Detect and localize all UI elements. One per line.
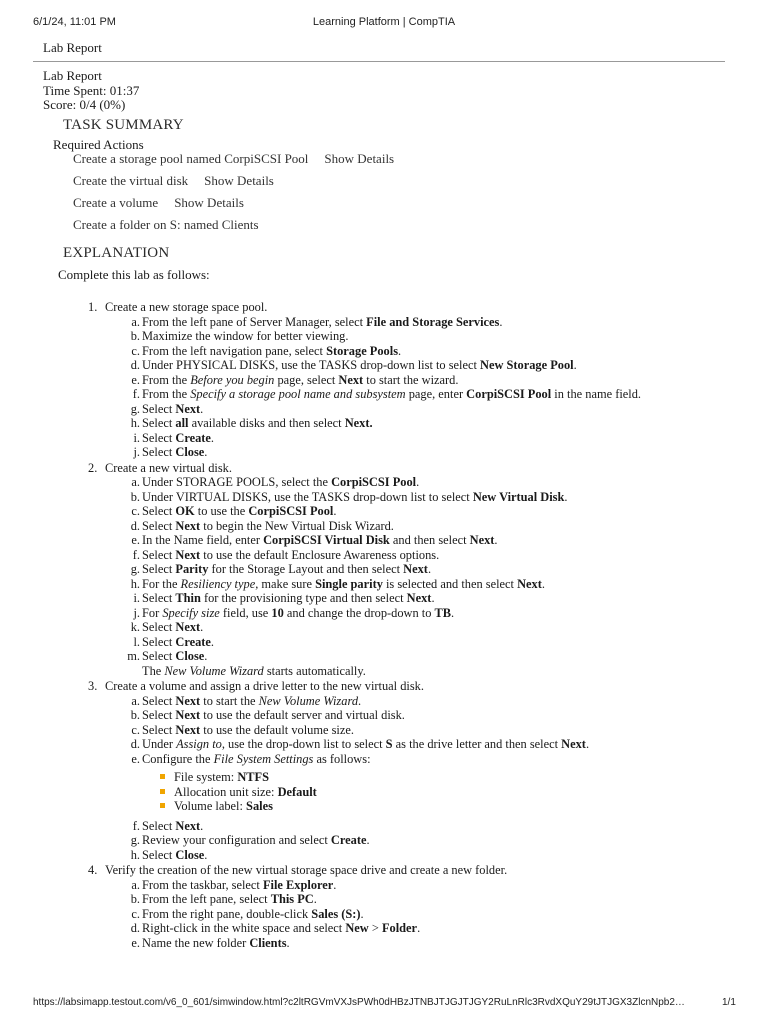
sub-step: h. Select Close. xyxy=(130,847,208,862)
sub-step: m. Select Close. xyxy=(127,649,208,663)
report-title: Lab Report xyxy=(43,68,102,83)
report-meta xyxy=(43,69,139,113)
sub-step: a. Select Next to start the New Volume Wizard. xyxy=(131,693,362,708)
sub-step: a. Under STORAGE POOLS, select the CorpiSCSI Pool. xyxy=(131,475,420,489)
sub-step: d. Under PHYSICAL DISKS, use the TASKS drop-down list to select New Storage Pool. xyxy=(130,358,577,372)
sub-step: b. Maximize the window for better viewing. xyxy=(130,329,349,343)
explanation-step: 3. Create a volume and assign a drive letter to the new virtual disk. a. Select Next to start the New Volume Wizard. b. Select Next to use the default server and virtual disk. c. Select Next to use the default volume size. d. Under Assign to, use the drop-down list to select S as the drive letter and then select Next. e. Configure the File System Settings as follows: File system: NTFS Allocation unit size: Default Volume label: Sales f. Select Next. g. Review your configuration and select Create. h. Select Close. xyxy=(88,679,641,862)
sub-steps xyxy=(130,878,641,951)
sub-step: l. Select Create. xyxy=(133,634,215,649)
sub-step: b. From the left pane, select This PC. xyxy=(130,892,317,906)
explanation-intro: Complete this lab as follows: xyxy=(58,267,210,282)
sub-step: g. Select Parity for the Storage Layout and then select Next. xyxy=(130,562,432,576)
action-text: Create a folder on S: named Clients xyxy=(73,217,259,232)
show-details-link[interactable]: Show Details xyxy=(324,151,395,166)
action-text: Create a volume xyxy=(73,195,159,210)
explanation-steps xyxy=(88,300,641,951)
sub-steps xyxy=(127,475,641,678)
required-actions-label: Required Actions xyxy=(53,137,144,152)
bullet-item: File system: NTFS xyxy=(164,770,641,785)
header-divider xyxy=(33,61,725,62)
sub-step: a. From the left pane of Server Manager, select File and Storage Services. xyxy=(131,314,503,329)
action-item xyxy=(73,217,394,239)
document-title: Lab Report xyxy=(43,40,102,55)
sub-step: j. For Specify size field, use 10 and change the drop-down to TB. xyxy=(133,605,455,620)
sub-step: i. Select Thin for the provisioning type and then select Next. xyxy=(133,591,435,605)
action-item xyxy=(73,173,394,195)
sub-step: d. Under Assign to, use the drop-down list to select S as the drive letter and then select Next. xyxy=(130,737,590,751)
action-item xyxy=(73,195,394,217)
sub-step: a. From the taskbar, select File Explorer. xyxy=(131,877,337,892)
show-details-link[interactable]: Show Details xyxy=(204,173,274,188)
time-spent: Time Spent: 01:37 xyxy=(43,82,140,98)
sub-step: c. From the right pane, double-click Sales (S:). xyxy=(131,906,364,921)
bullet-item: Volume label: Sales xyxy=(164,799,641,814)
sub-step: d. Right-click in the white space and select New > Folder. xyxy=(130,921,421,935)
action-text: Create the virtual disk xyxy=(73,173,189,188)
sub-step: c. Select Next to use the default volume size. xyxy=(131,722,354,737)
sub-step: k. Select Next. xyxy=(130,620,204,634)
bullet-square-icon xyxy=(160,774,165,779)
score: Score: 0/4 (0%) xyxy=(43,97,126,112)
sub-step: c. Select OK to use the CorpiSCSI Pool. xyxy=(131,504,337,518)
sub-step: f. Select Next. xyxy=(132,818,204,833)
print-datetime: 6/1/24, 11:01 PM xyxy=(33,16,116,28)
sub-step: j. Select Close. xyxy=(133,445,208,459)
bullet-item: Allocation unit size: Default xyxy=(164,785,641,800)
action-text: Create a storage pool named CorpiSCSI Pool xyxy=(73,151,309,166)
explanation-heading: EXPLANATION xyxy=(63,245,170,261)
bullet-square-icon xyxy=(160,803,165,808)
sub-step: e. Name the new folder Clients. xyxy=(131,935,290,950)
step-note: The New Volume Wizard starts automatically. xyxy=(142,663,366,678)
task-summary-heading: TASK SUMMARY xyxy=(63,117,184,133)
sub-step: i. Select Create. xyxy=(133,430,215,445)
show-details-link[interactable]: Show Details xyxy=(174,195,244,210)
print-page-number: 1/1 xyxy=(722,997,736,1008)
sub-step: c. From the left navigation pane, select Storage Pools. xyxy=(131,343,402,358)
sub-steps xyxy=(130,315,641,460)
explanation-step: 4. Verify the creation of the new virtual storage space drive and create a new folder. a. From the taskbar, select File Explorer. b. From the left pane, select This PC. c. From the right pane, double-click Sales (S:). d. Right-click in the white space and select New > Folder. e. Name the new folder Clients. xyxy=(88,863,641,950)
print-url: https://labsimapp.testout.com/v6_0_601/simwindow.html?c2ltRGVmVXJsPWh0dHBzJTNBJTJGJTJGY2RuLnRlc3RvdXQuY29tJTJGX3ZlcnNpb2… xyxy=(33,997,685,1008)
sub-step: f. From the Specify a storage pool name and subsystem page, enter CorpiSCSI Pool in the name field. xyxy=(132,387,642,401)
sub-step: b. Select Next to use the default server and virtual disk. xyxy=(130,708,405,722)
sub-step: g. Review your configuration and select Create. xyxy=(130,833,370,847)
sub-step: h. Select all available disks and then select Next. xyxy=(130,416,373,430)
action-item xyxy=(73,151,394,173)
sub-step: g. Select Next. xyxy=(130,401,204,416)
sub-step: e. In the Name field, enter CorpiSCSI Virtual Disk and then select Next. xyxy=(131,533,498,547)
bullet-square-icon xyxy=(160,789,165,794)
sub-step: d. Select Next to begin the New Virtual Disk Wizard. xyxy=(130,518,394,533)
sub-step: e. From the Before you begin page, select Next to start the wizard. xyxy=(131,372,459,387)
sub-step: f. Select Next to use the default Enclosure Awareness options. xyxy=(132,547,440,562)
settings-bullets xyxy=(164,770,641,814)
required-actions-list xyxy=(73,151,394,239)
explanation-step: 2. Create a new virtual disk. a. Under STORAGE POOLS, select the CorpiSCSI Pool. b. Under VIRTUAL DISKS, use the TASKS drop-down list to select New Virtual Disk. c. Select OK to use the CorpiSCSI Pool. d. Select Next to begin the New Virtual Disk Wizard. e. In the Name field, enter CorpiSCSI Virtual Disk and then select Next. f. Select Next to use the default Enclosure Awareness options. g. Select Parity for the Storage Layout and then select Next. h. For the Resiliency type, make sure Single parity is selected and then select Next. i. Select Thin for the provisioning type and then select Next. j. For Specify size field, use 10 and change the drop-down to TB. k. Select Next. l. Select Create. m. Select Close. The New Volume Wizard starts automatically. xyxy=(88,461,641,679)
sub-step: e. Configure the File System Settings as follows: File system: NTFS Allocation unit size: Default Volume label: Sales xyxy=(130,752,641,814)
sub-step: b. Under VIRTUAL DISKS, use the TASKS drop-down list to select New Virtual Disk. xyxy=(130,489,568,504)
explanation-step: 1. Create a new storage space pool. a. From the left pane of Server Manager, select File and Storage Services. b. Maximize the window for better viewing. c. From the left navigation pane, select Storage Pools. d. Under PHYSICAL DISKS, use the TASKS drop-down list to select New Storage Pool. e. From the Before you begin page, select Next to start the wizard. f. From the Specify a storage pool name and subsystem page, enter CorpiSCSI Pool in the name field. g. Select Next. h. Select all available disks and then select Next. i. Select Create. j. Select Close. xyxy=(88,300,642,459)
sub-steps xyxy=(130,694,641,863)
sub-step: h. For the Resiliency type, make sure Single parity is selected and then select Next. xyxy=(130,576,545,591)
print-page-title: Learning Platform | CompTIA xyxy=(312,16,456,28)
